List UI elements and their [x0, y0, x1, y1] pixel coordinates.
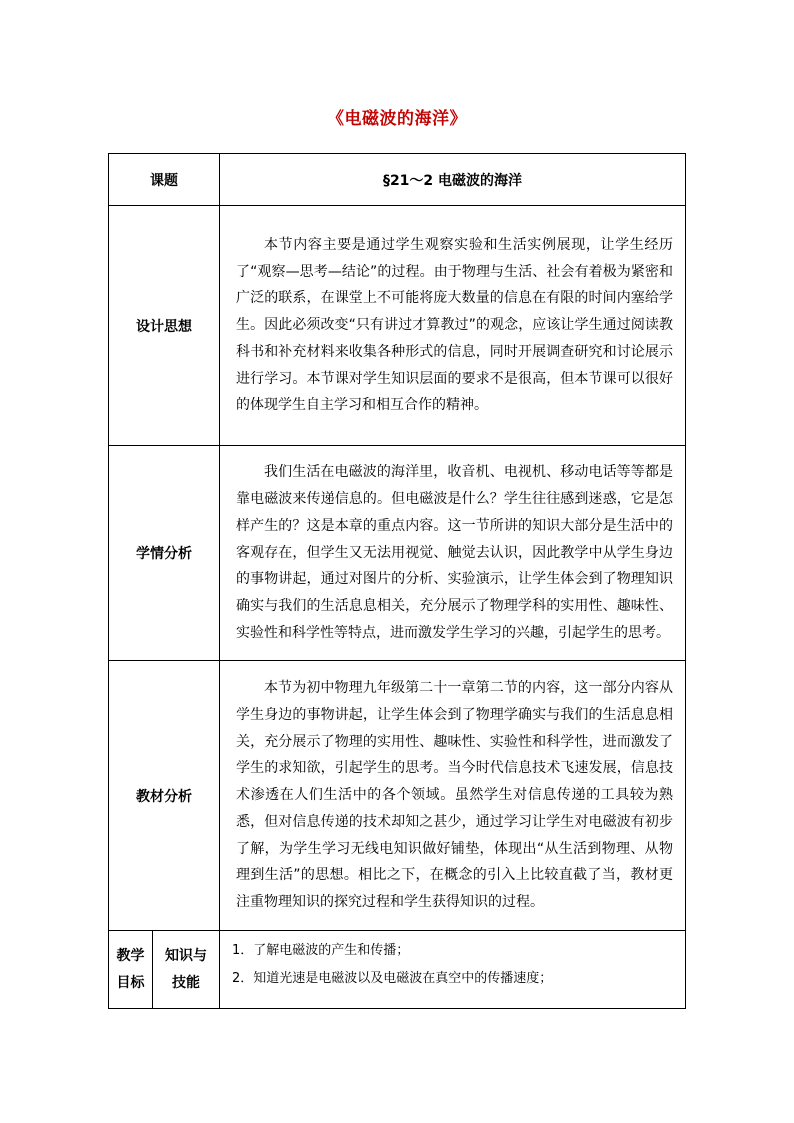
- goal-item: 1．了解电磁波的产生和传播；: [232, 943, 410, 958]
- topic-value: §21～2 电磁波的海洋: [220, 154, 686, 206]
- goals-list: [220, 931, 686, 1009]
- design-cell: [220, 206, 686, 446]
- goals-label-text: 教学目标: [116, 947, 145, 991]
- goal-item: 2．知道光速是电磁波以及电磁波在真空中的传播速度；: [232, 971, 553, 986]
- design-row: [109, 206, 686, 446]
- material-row: [109, 661, 686, 931]
- design-text: 本节内容主要是通过学生观察实验和生活实例展现，让学生经历了“观察—思考—结论”的过程。由于物理与生活、社会有着极为紧密和广泛的联系，在课堂上不可能将庞大数量的信息在有限的时间内塞给学生。因此必须改变“只有讲过才算教过”的观念，应该让学生通过阅读教科书和补充材料来收集各种形式的信息，同时开展调查研究和讨论展示进行学习。本节课对学生知识层面的要求不是很高，但本节课可以很好的体现学生自主学习和相互合作的精神。: [236, 236, 673, 414]
- students-cell: [220, 446, 686, 661]
- goals-label: [109, 931, 153, 1009]
- students-label: 学情分析: [109, 446, 220, 661]
- students-text: 我们生活在电磁波的海洋里，收音机、电视机、移动电话等等都是靠电磁波来传递信息的。但电磁波是什么？学生往往感到迷惑，它是怎样产生的？这是本章的重点内容。这一节所讲的知识大部分是生活中的客观存在，但学生又无法用视觉、触觉去认识，因此教学中从学生身边的事物讲起，通过对图片的分析、实验演示，让学生体会到了物理知识确实与我们的生活息息相关，充分展示了物理学科的实用性、趣味性、实验性和科学性等特点，进而激发学生学习的兴趣，引起学生的思考。: [236, 464, 673, 641]
- goals-row: [109, 931, 686, 1009]
- topic-label: 课题: [109, 154, 220, 206]
- students-row: [109, 446, 686, 661]
- document-title: 《电磁波的海洋》: [327, 109, 467, 129]
- topic-row: [109, 154, 686, 206]
- lesson-plan-table: [108, 153, 686, 1009]
- goals-sub-label-text: 知识与技能: [165, 947, 207, 991]
- material-text: 本节为初中物理九年级第二十一章第二节的内容，这一部分内容从学生身边的事物讲起，让学生体会到了物理学确实与我们的生活息息相关，充分展示了物理的实用性、趣味性、实验性和科学性，进而激发了学生的求知欲，引起学生的思考。当今时代信息技术飞速发展，信息技术渗透在人们生活中的各个领域。虽然学生对信息传递的工具较为熟悉，但对信息传递的技术却知之甚少，通过学习让学生对电磁波有初步了解，为学生学习无线电知识做好铺垫，体现出“从生活到物理、从物理到生活”的思想。相比之下，在概念的引入上比较直截了当，教材更注重物理知识的探究过程和学生获得知识的过程。: [236, 679, 673, 911]
- goals-sub-label: [153, 931, 220, 1009]
- design-label: 设计思想: [109, 206, 220, 446]
- material-cell: [220, 661, 686, 931]
- material-label: 教材分析: [109, 661, 220, 931]
